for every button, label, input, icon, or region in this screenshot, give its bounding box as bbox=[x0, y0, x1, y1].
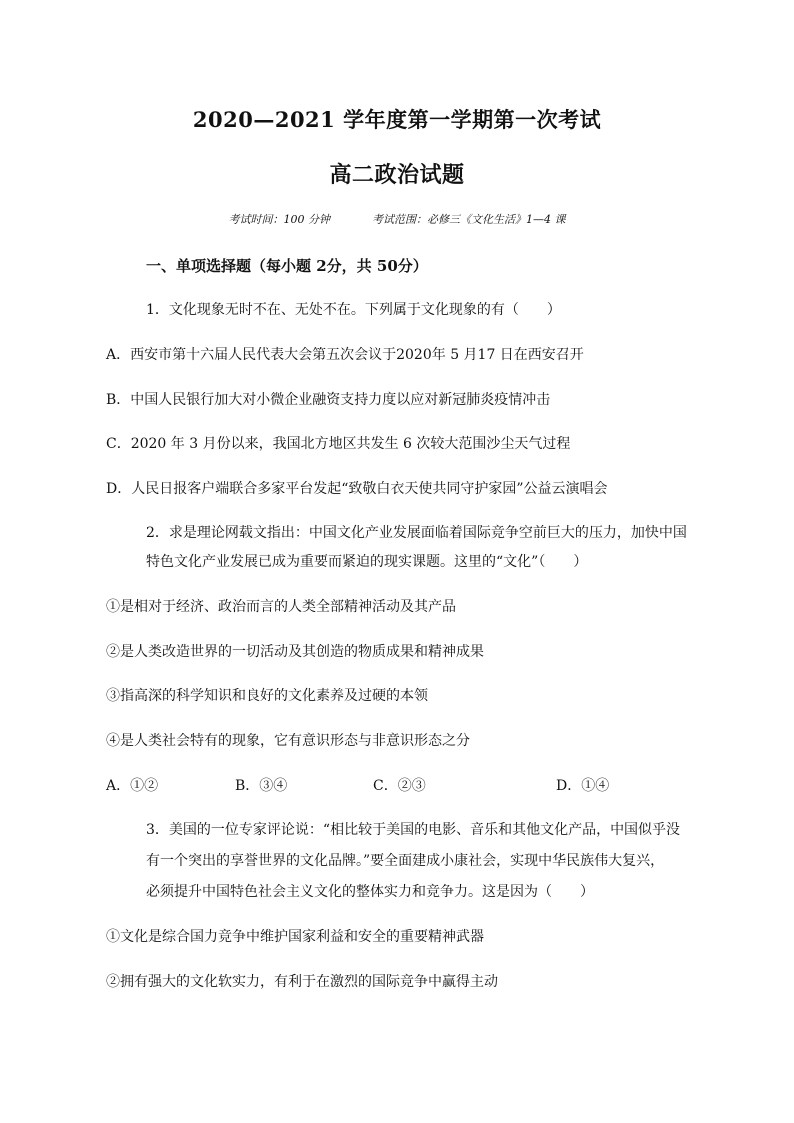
q2-option-c: C．②③ bbox=[373, 778, 426, 794]
q2-options bbox=[106, 775, 666, 795]
exam-time: 考试时间：100 分钟 bbox=[228, 213, 330, 226]
q3-statement-2: ②拥有强大的文化软实力，有利于在激烈的国际竞争中赢得主动 bbox=[106, 974, 498, 990]
q1-option-c: C．2020 年 3 月份以来，我国北方地区共发生 6 次较大范围沙尘天气过程 bbox=[106, 436, 571, 452]
q2-statement-3: ③指高深的科学知识和良好的文化素养及过硬的本领 bbox=[106, 688, 428, 704]
q1-option-d: D．人民日报客户端联合多家平台发起“致敬白衣天使共同守护家园”公益云演唱会 bbox=[106, 481, 608, 497]
exam-subtitle: 高二政治试题 bbox=[329, 162, 465, 188]
section-heading: 一、单项选择题（每小题 2分，共 50分） bbox=[146, 257, 428, 275]
q2-option-a: A．①② bbox=[106, 778, 159, 794]
q3-stem-line2: 有一个突出的享誉世界的文化品牌。”要全面建成小康社会，实现中华民族伟大复兴， bbox=[146, 853, 665, 869]
q2-option-d: D．①④ bbox=[556, 778, 610, 794]
q2-statement-4: ④是人类社会特有的现象，它有意识形态与非意识形态之分 bbox=[106, 733, 470, 749]
q1-option-a: A．西安市第十六届人民代表大会第五次会议于2020年 5 月17 日在西安召开 bbox=[106, 347, 584, 363]
q2-stem-line2: 特色文化产业发展已成为重要而紧迫的现实课题。这里的“文化”（ ） bbox=[146, 554, 588, 570]
q2-stem-line1: 2．求是理论网载文指出：中国文化产业发展面临着国际竞争空前巨大的压力，加快中国 bbox=[146, 525, 687, 541]
q3-statement-1: ①文化是综合国力竞争中维护国家利益和安全的重要精神武器 bbox=[106, 929, 484, 945]
q3-stem-line1: 3．美国的一位专家评论说：“相比较于美国的电影、音乐和其他文化产品，中国似乎没 bbox=[146, 822, 681, 838]
exam-scope: 考试范围：必修三《文化生活》1—4 课 bbox=[372, 213, 566, 226]
q2-statement-1: ①是相对于经济、政治而言的人类全部精神活动及其产品 bbox=[106, 599, 456, 615]
q2-option-b: B．③④ bbox=[235, 778, 288, 794]
q3-stem-line3: 必须提升中国特色社会主义文化的整体实力和竞争力。这是因为（ ） bbox=[146, 884, 594, 900]
exam-title: 2020—2021 学年度第一学期第一次考试 bbox=[192, 107, 602, 132]
q1-option-b: B．中国人民银行加大对小微企业融资支持力度以应对新冠肺炎疫情冲击 bbox=[106, 392, 551, 408]
exam-meta bbox=[0, 211, 794, 227]
q2-statement-2: ②是人类改造世界的一切活动及其创造的物质成果和精神成果 bbox=[106, 644, 484, 660]
q1-stem: 1．文化现象无时不在、无处不在。下列属于文化现象的有（ ） bbox=[146, 302, 561, 318]
